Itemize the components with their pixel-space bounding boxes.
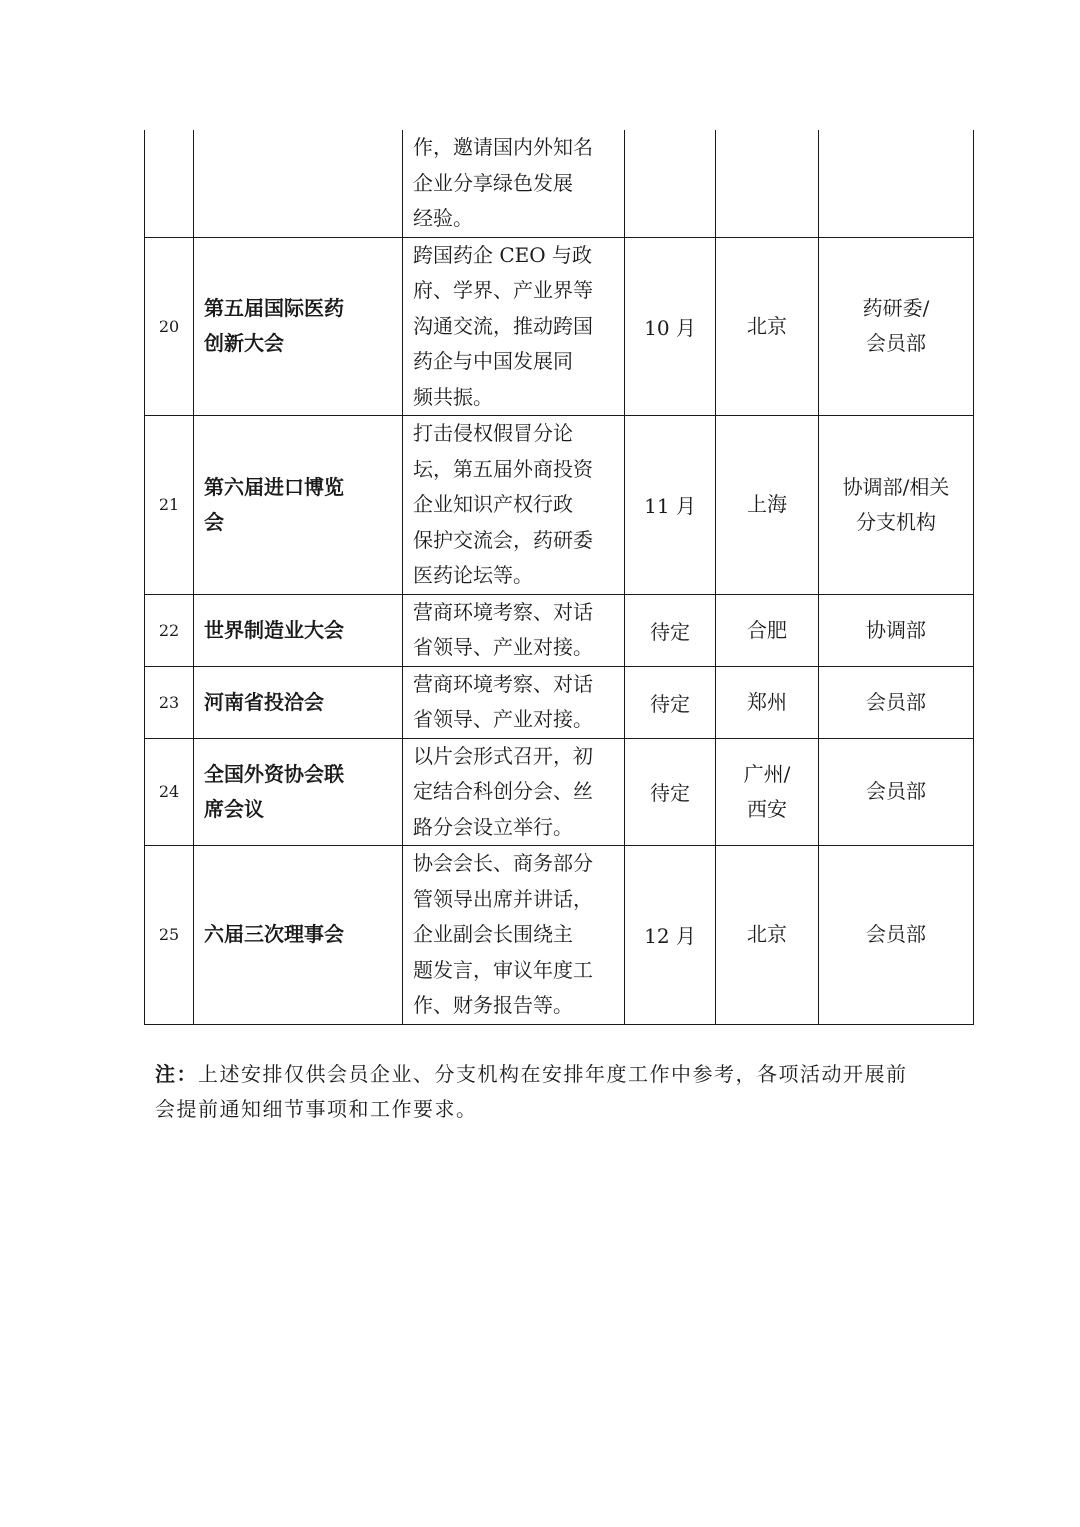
- desc-line: 定结合科创分会、丝: [413, 779, 593, 803]
- org-line: 会员部: [866, 331, 926, 356]
- activity-schedule-table: [144, 130, 974, 1025]
- table-row: [145, 416, 974, 595]
- name-line: 世界制造业大会: [204, 617, 344, 642]
- activity-name: [194, 237, 403, 416]
- desc-line: 省领导、产业对接。: [413, 707, 593, 731]
- activity-description: [403, 666, 625, 738]
- activity-place: [716, 846, 819, 1025]
- activity-name: [194, 594, 403, 666]
- desc-line: 省领导、产业对接。: [413, 635, 593, 659]
- desc-line: 作，邀请国内外知名: [413, 135, 593, 159]
- desc-line: 药企与中国发展同: [413, 349, 573, 373]
- desc-line: 跨国药企 CEO 与政: [413, 242, 593, 267]
- org-line: 药研委/: [862, 296, 930, 321]
- place-line: 西安: [747, 796, 787, 821]
- name-line: 席会议: [204, 796, 264, 821]
- activity-place: [716, 416, 819, 595]
- responsible-dept: [819, 416, 974, 595]
- activity-place: [716, 666, 819, 738]
- row-number: 22: [145, 594, 194, 666]
- name-line: 全国外资协会联: [204, 761, 344, 786]
- table-row: [145, 237, 974, 416]
- desc-line: 协会会长、商务部分: [413, 851, 593, 875]
- cell-org: [819, 130, 974, 237]
- cell-place: [716, 130, 819, 237]
- desc-line: 企业副会长围绕主: [413, 922, 573, 946]
- place-line: 北京: [747, 922, 787, 947]
- desc-line: 打击侵权假冒分论: [413, 421, 573, 445]
- activity-description: [403, 738, 625, 846]
- footnote-text-1: 上述安排仅供会员企业、分支机构在安排年度工作中参考，各项活动开展前: [198, 1062, 908, 1086]
- activity-description: [403, 416, 625, 595]
- cell-time: [625, 130, 716, 237]
- table-row: [145, 594, 974, 666]
- footnote-line-1: [155, 1057, 945, 1092]
- desc-line: 路分会设立举行。: [413, 814, 573, 839]
- place-line: 广州/: [743, 761, 791, 786]
- row-number: 23: [145, 666, 194, 738]
- activity-name: [194, 738, 403, 846]
- place-line: 郑州: [747, 689, 787, 714]
- org-line: 会员部: [866, 922, 926, 947]
- activity-name: [194, 416, 403, 595]
- desc-line: 府、学界、产业界等: [413, 278, 593, 302]
- place-line: 北京: [747, 313, 787, 338]
- desc-line: 频共振。: [413, 384, 493, 409]
- activity-time: 待定: [625, 666, 716, 738]
- desc-line: 营商环境考察、对话: [413, 599, 593, 624]
- cell-desc: [403, 130, 625, 237]
- responsible-dept: [819, 846, 974, 1025]
- footnote: [155, 1057, 945, 1127]
- activity-description: [403, 846, 625, 1025]
- name-line: 第五届国际医药: [204, 296, 344, 321]
- desc-line: 经验。: [413, 206, 473, 230]
- name-line: 河南省投洽会: [204, 689, 324, 714]
- activity-name: [194, 846, 403, 1025]
- table-row: [145, 666, 974, 738]
- row-number: 24: [145, 738, 194, 846]
- org-line: 会员部: [866, 689, 926, 714]
- row-number: 21: [145, 416, 194, 595]
- activity-place: [716, 237, 819, 416]
- desc-line: 医药论坛等。: [413, 563, 533, 587]
- desc-line: 坛，第五届外商投资: [413, 456, 593, 481]
- activity-time: 待定: [625, 738, 716, 846]
- activity-place: [716, 594, 819, 666]
- name-line: 创新大会: [204, 331, 284, 356]
- org-line: 会员部: [866, 779, 926, 804]
- responsible-dept: [819, 738, 974, 846]
- desc-line: 作、财务报告等。: [413, 993, 573, 1017]
- place-line: 上海: [747, 492, 787, 517]
- activity-time: 待定: [625, 594, 716, 666]
- org-line: 协调部/相关: [842, 474, 950, 499]
- name-line: 六届三次理事会: [204, 922, 344, 947]
- responsible-dept: [819, 237, 974, 416]
- desc-line: 管领导出席并讲话，: [413, 886, 593, 911]
- org-line: 协调部: [866, 617, 926, 642]
- table-row-continued: [145, 130, 974, 237]
- activity-name: [194, 666, 403, 738]
- footnote-label: 注：: [155, 1062, 198, 1086]
- cell-name: [194, 130, 403, 237]
- cell-num: [145, 130, 194, 237]
- responsible-dept: [819, 594, 974, 666]
- desc-line: 沟通交流，推动跨国: [413, 313, 593, 338]
- desc-line: 题发言，审议年度工: [413, 957, 593, 982]
- responsible-dept: [819, 666, 974, 738]
- desc-line: 保护交流会，药研委: [413, 527, 593, 552]
- name-line: 第六届进口博览: [204, 474, 344, 499]
- org-line: 分支机构: [856, 509, 936, 534]
- name-line: 会: [204, 509, 224, 534]
- desc-line: 企业分享绿色发展: [413, 170, 573, 195]
- activity-description: [403, 594, 625, 666]
- table-row: [145, 846, 974, 1025]
- activity-description: [403, 237, 625, 416]
- activity-time: 11 月: [625, 416, 716, 595]
- table-row: [145, 738, 974, 846]
- activity-time: 12 月: [625, 846, 716, 1025]
- activity-place: [716, 738, 819, 846]
- desc-line: 企业知识产权行政: [413, 492, 573, 516]
- row-number: 20: [145, 237, 194, 416]
- place-line: 合肥: [747, 617, 787, 642]
- footnote-text-2: 会提前通知细节事项和工作要求。: [155, 1097, 478, 1121]
- desc-line: 营商环境考察、对话: [413, 671, 593, 696]
- desc-line: 以片会形式召开，初: [413, 743, 593, 768]
- row-number: 25: [145, 846, 194, 1025]
- activity-time: 10 月: [625, 237, 716, 416]
